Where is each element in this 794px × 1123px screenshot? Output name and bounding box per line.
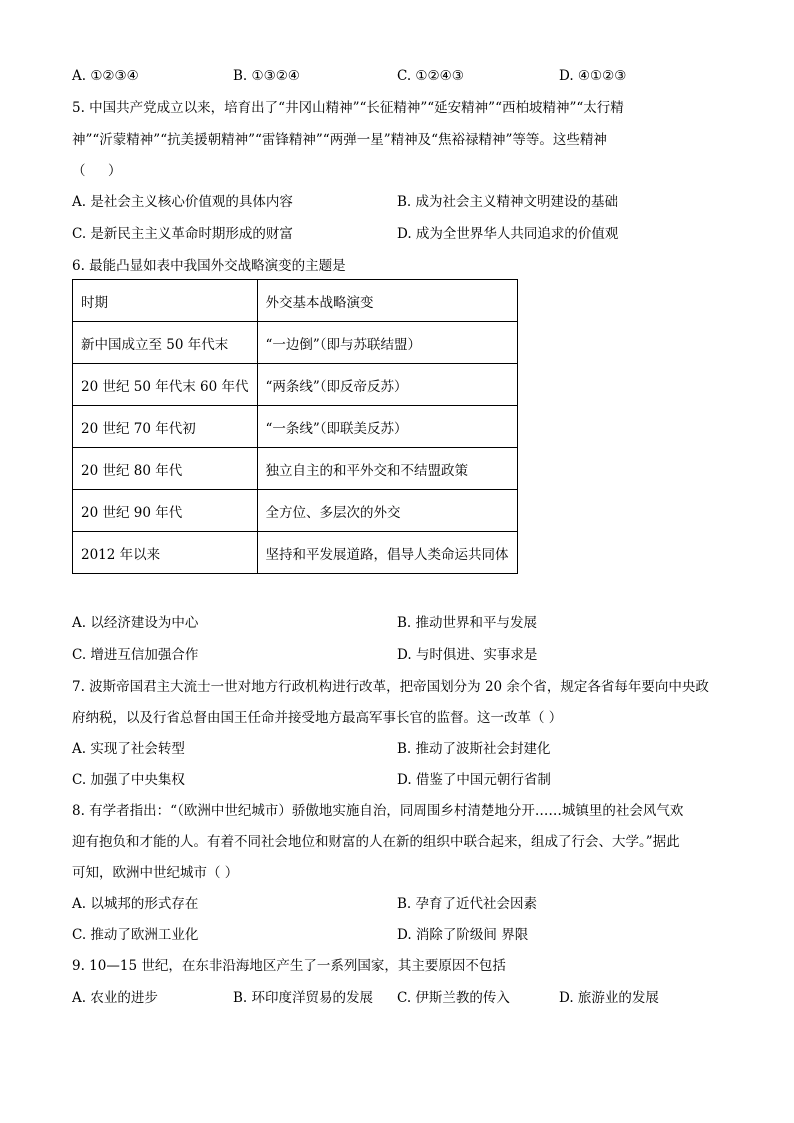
q6-option-b: B. 推动世界和平与发展 xyxy=(397,615,538,631)
q6-option-d: D. 与时俱进、实事求是 xyxy=(397,647,538,663)
q5-option-c: C. 是新民主主义革命时期形成的财富 xyxy=(72,226,293,242)
q8-stem-line2: 迎有抱负和才能的人。有着不同社会地位和财富的人在新的组织中联合起来，组成了行会、大学。”据此 xyxy=(72,834,680,850)
table-cell-period: 20 世纪 90 年代 xyxy=(73,490,258,532)
table-row xyxy=(73,322,518,364)
q5-paren-close: ） xyxy=(108,163,122,179)
q7-option-c: C. 加强了中央集权 xyxy=(72,772,185,788)
table-cell-strategy: 坚持和平发展道路，倡导人类命运共同体 xyxy=(257,532,517,574)
table-row xyxy=(73,406,518,448)
q8-option-a: A. 以城邦的形式存在 xyxy=(72,896,199,912)
table-cell-strategy: “一边倒”（即与苏联结盟） xyxy=(257,322,517,364)
table-header-strategy: 外交基本战略演变 xyxy=(257,280,517,322)
table-row xyxy=(73,532,518,574)
table-header-period: 时期 xyxy=(73,280,258,322)
table-cell-strategy: “一条线”（即联美反苏） xyxy=(257,406,517,448)
table-header-row xyxy=(73,280,518,322)
q7-option-a: A. 实现了社会转型 xyxy=(72,741,185,757)
q5-option-a: A. 是社会主义核心价值观的具体内容 xyxy=(72,194,293,210)
table-row xyxy=(73,490,518,532)
q5-option-b: B. 成为社会主义精神文明建设的基础 xyxy=(397,194,619,210)
table-cell-period: 2012 年以来 xyxy=(73,532,258,574)
table-cell-strategy: “两条线”（即反帝反苏） xyxy=(257,364,517,406)
q6-option-a: A. 以经济建设为中心 xyxy=(72,615,199,631)
q4-option-b: B. ①③②④ xyxy=(233,68,300,84)
q8-option-c: C. 推动了欧洲工业化 xyxy=(72,927,199,943)
q8-option-d: D. 消除了阶级间 界限 xyxy=(397,927,529,943)
q9-stem: 9. 10—15 世纪，在东非沿海地区产生了一系列国家，其主要原因不包括 xyxy=(72,958,506,974)
q5-stem-line2: 神”“沂蒙精神”“抗美援朝精神”“雷锋精神”“两弹一星”精神及“焦裕禄精神”等等。这些精神 xyxy=(72,132,607,148)
q5-answer-paren xyxy=(72,161,122,181)
q5-stem-line1: 5. 中国共产党成立以来，培育出了“井冈山精神”“长征精神”“延安精神”“西柏坡精神”“太行精 xyxy=(72,100,624,116)
q6-stem: 6. 最能凸显如表中我国外交战略演变的主题是 xyxy=(72,258,346,274)
table-cell-period: 20 世纪 80 年代 xyxy=(73,448,258,490)
q4-option-d: D. ④①②③ xyxy=(559,68,627,84)
q9-option-a: A. 农业的进步 xyxy=(72,990,158,1006)
diplomacy-strategy-table xyxy=(72,279,518,574)
table-cell-strategy: 全方位、多层次的外交 xyxy=(257,490,517,532)
q9-option-b: B. 环印度洋贸易的发展 xyxy=(233,990,374,1006)
q5-paren-open: （ xyxy=(72,163,86,179)
q8-stem-line3: 可知，欧洲中世纪城市（ ） xyxy=(72,865,239,881)
table-row xyxy=(73,364,518,406)
q4-option-c: C. ①②④③ xyxy=(397,68,464,84)
q9-option-c: C. 伊斯兰教的传入 xyxy=(397,990,510,1006)
q7-stem-line1: 7. 波斯帝国君主大流士一世对地方行政机构进行改革，把帝国划分为 20 余个省，规定各省每年要向中央政 xyxy=(72,679,709,695)
q6-option-c: C. 增进互信加强合作 xyxy=(72,647,199,663)
table-row xyxy=(73,448,518,490)
q8-option-b: B. 孕育了近代社会因素 xyxy=(397,896,538,912)
q9-option-d: D. 旅游业的发展 xyxy=(559,990,659,1006)
q8-stem-line1: 8. 有学者指出：“（欧洲中世纪城市）骄傲地实施自治，同周围乡村清楚地分开……城镇里的社会风气欢 xyxy=(72,803,684,819)
table-cell-period: 20 世纪 50 年代末 60 年代 xyxy=(73,364,258,406)
table-cell-strategy: 独立自主的和平外交和不结盟政策 xyxy=(257,448,517,490)
table-cell-period: 新中国成立至 50 年代末 xyxy=(73,322,258,364)
q7-stem-line2: 府纳税，以及行省总督由国王任命并接受地方最高军事长官的监督。这一改革（ ） xyxy=(72,710,563,726)
q4-option-a: A. ①②③④ xyxy=(72,68,139,84)
q5-option-d: D. 成为全世界华人共同追求的价值观 xyxy=(397,226,619,242)
q7-option-d: D. 借鉴了中国元朝行省制 xyxy=(397,772,551,788)
table-cell-period: 20 世纪 70 年代初 xyxy=(73,406,258,448)
q7-option-b: B. 推动了波斯社会封建化 xyxy=(397,741,551,757)
